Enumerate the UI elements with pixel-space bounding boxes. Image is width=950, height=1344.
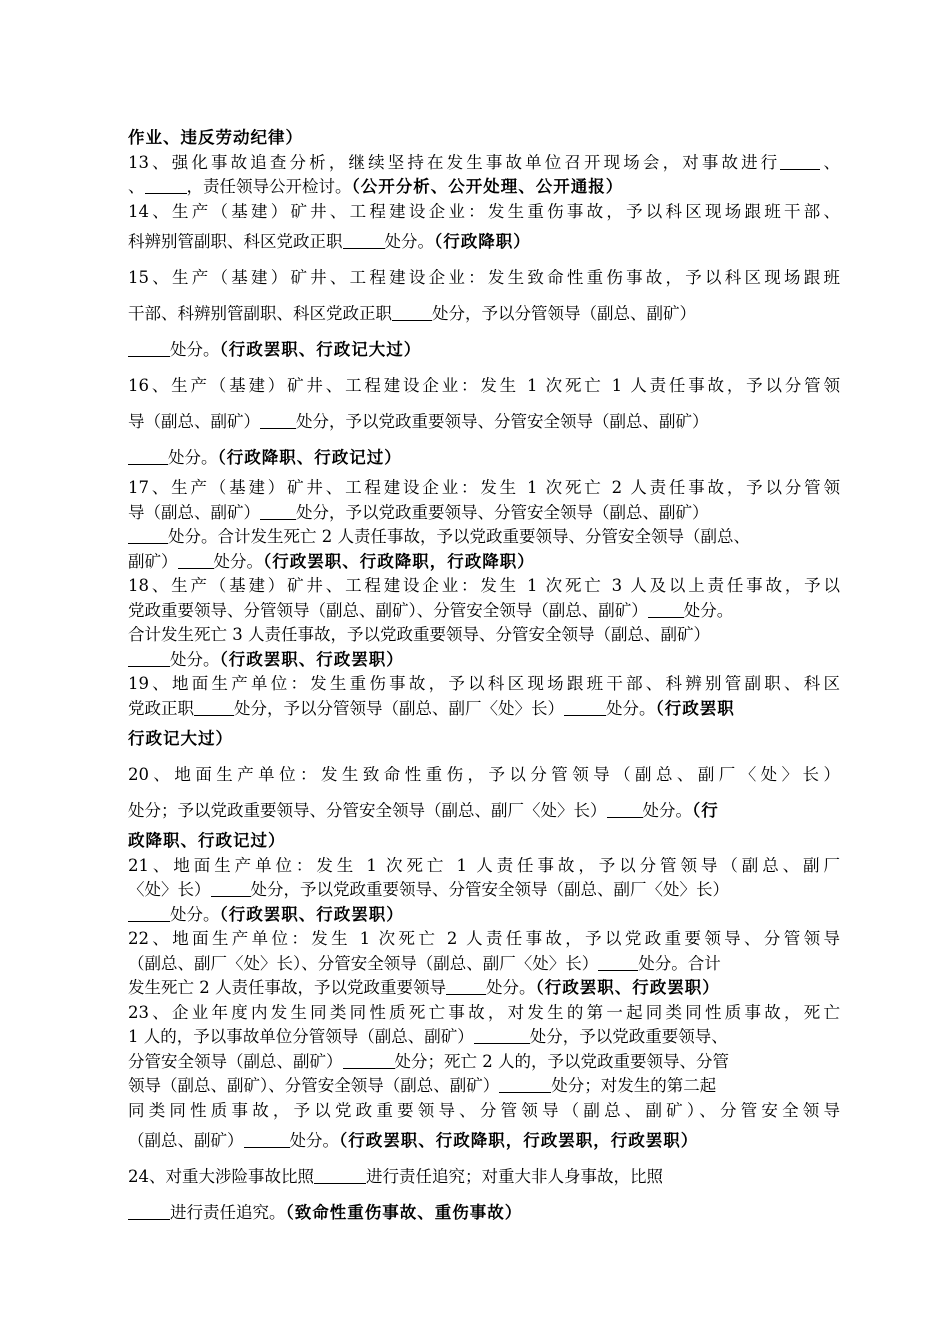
text-segment: 1 人的，予以事故单位分管领导（副总、副矿） bbox=[128, 1027, 474, 1046]
text-segment: 处分。 bbox=[384, 232, 434, 251]
text-line bbox=[128, 878, 840, 903]
answer-text: 政降职、行政记过） bbox=[128, 831, 286, 850]
text-segment: 处分，予以党政重要领导、 bbox=[529, 1027, 728, 1046]
text-line bbox=[128, 1099, 840, 1124]
answer-blank[interactable] bbox=[128, 527, 168, 544]
question-14 bbox=[128, 200, 840, 225]
text-line bbox=[128, 1025, 840, 1050]
answer-blank[interactable] bbox=[343, 232, 385, 249]
text-line bbox=[128, 793, 840, 829]
text-segment: 领导（副总、副矿）、分管安全领导（副总、副矿） bbox=[128, 1076, 500, 1095]
text-line bbox=[128, 1123, 840, 1159]
text-segment: 处分。 bbox=[683, 600, 734, 620]
text-segment: 23、企业年度内发生同类同性质死亡事故，对发生的第一起同类同性质事故，死亡 bbox=[128, 1002, 840, 1022]
answer-blank[interactable] bbox=[564, 699, 606, 716]
question-16 bbox=[128, 368, 840, 404]
text-segment: 同类同性质事故，予以党政重要领导、分管领导（副总、副矿）、分管安全领导 bbox=[128, 1100, 840, 1120]
question-20 bbox=[128, 757, 840, 793]
text-line bbox=[128, 952, 840, 977]
answer-blank[interactable] bbox=[128, 448, 168, 465]
answer-blank[interactable] bbox=[128, 1203, 170, 1220]
answer-text: （行政降职、行政记过） bbox=[217, 448, 402, 467]
answer-text: （行政罢职、行政罢职） bbox=[219, 649, 404, 669]
text-segment: 处分。 bbox=[486, 978, 536, 997]
text-segment: 14、生产（基建）矿井、工程建设企业：发生重伤事故，予以科区现场跟班干部、 bbox=[128, 201, 840, 221]
text-line bbox=[128, 296, 840, 332]
answer-text: （公开分析、公开处理、公开通报） bbox=[351, 177, 624, 196]
text-segment: 处分，予以党政重要领导、分管安全领导（副总、副矿） bbox=[296, 502, 709, 522]
answer-blank[interactable] bbox=[178, 552, 214, 569]
text-line bbox=[128, 404, 840, 440]
text-segment: 24、对重大涉险事故比照 bbox=[128, 1167, 314, 1186]
text-segment: 处分。 bbox=[168, 448, 218, 467]
text-segment: 22、地面生产单位：发生 1 次死亡 2 人责任事故，予以党政重要领导、分管领导 bbox=[128, 929, 840, 948]
answer-text: 行政记大过） bbox=[128, 729, 233, 748]
text-line bbox=[128, 550, 840, 575]
answer-text: （行政罢职、行政记大过） bbox=[219, 340, 422, 359]
text-segment: 党政重要领导、分管领导（副总、副矿）、分管安全领导（副总、副矿） bbox=[128, 600, 648, 620]
question-19 bbox=[128, 672, 840, 697]
answer-blank[interactable] bbox=[128, 650, 170, 667]
text-segment: 17、生产（基建）矿井、工程建设企业：发生 1 次死亡 2 人责任事故，予以分管领 bbox=[128, 478, 840, 497]
text-segment: 、 bbox=[128, 177, 145, 196]
answer-text: （行政罢职 bbox=[655, 698, 735, 718]
text-line bbox=[128, 623, 840, 648]
text-segment: 21、地面生产单位：发生 1 次死亡 1 人责任事故，予以分管领导（副总、副厂 bbox=[128, 855, 840, 875]
question-24 bbox=[128, 1159, 840, 1195]
text-line bbox=[128, 224, 840, 260]
text-segment: 处分，予以分管领导（副总、副矿） bbox=[432, 304, 696, 323]
text-line bbox=[128, 1074, 840, 1099]
answer-blank[interactable] bbox=[598, 954, 638, 971]
text-segment: 处分，予以分管领导（副总、副厂〈处〉长） bbox=[234, 698, 564, 718]
text-segment: 导（副总、副矿） bbox=[128, 502, 260, 522]
answer-blank[interactable] bbox=[128, 340, 170, 357]
text-line bbox=[128, 697, 840, 722]
answer-blank[interactable] bbox=[780, 153, 820, 170]
answer-blank[interactable] bbox=[244, 1131, 290, 1148]
question-17 bbox=[128, 476, 840, 501]
text-segment: 导（副总、副矿） bbox=[128, 412, 260, 431]
answer-blank[interactable] bbox=[499, 1076, 551, 1093]
text-line bbox=[128, 648, 840, 673]
answer-text: （行政降职） bbox=[434, 232, 531, 251]
answer-blank[interactable] bbox=[194, 699, 234, 716]
text-segment: 19、地面生产单位：发生重伤事故，予以科区现场跟班干部、科辨别管副职、科区 bbox=[128, 674, 840, 693]
text-segment: 合计发生死亡 3 人责任事故，予以党政重要领导、分管安全领导（副总、副矿） bbox=[128, 625, 710, 644]
question-15 bbox=[128, 260, 840, 296]
text-segment: 处分；死亡 2 人的，予以党政重要领导、分管 bbox=[394, 1051, 729, 1071]
text-segment: 处分。 bbox=[289, 1131, 339, 1150]
text-segment: 20、地面生产单位：发生致命性重伤，予以分管领导（副总、副厂〈处〉长） bbox=[128, 765, 840, 784]
answer-blank[interactable] bbox=[392, 304, 432, 321]
answer-blank[interactable] bbox=[314, 1167, 366, 1184]
text-segment: 13、强化事故追查分析，继续坚持在发生事故单位召开现场会，对事故进行 bbox=[128, 152, 781, 172]
text-segment: 科辨别管副职、科区党政正职 bbox=[128, 232, 343, 251]
text-segment: 分管安全领导（副总、副矿） bbox=[128, 1051, 343, 1071]
document-page bbox=[128, 126, 840, 1231]
answer-blank[interactable] bbox=[128, 905, 170, 922]
question-13 bbox=[128, 151, 840, 176]
answer-text: （行政罢职、行政降职，行政罢职，行政罢职） bbox=[339, 1131, 699, 1150]
answer-blank[interactable] bbox=[343, 1052, 395, 1069]
text-segment: ，责任领导公开检讨。 bbox=[186, 177, 352, 196]
text-line bbox=[128, 126, 840, 151]
text-segment: 处分；予以党政重要领导、分管安全领导（副总、副厂〈处〉长） bbox=[128, 801, 607, 820]
question-23 bbox=[128, 1001, 840, 1026]
text-segment: 处分。 bbox=[170, 904, 220, 924]
text-segment: （副总、副矿） bbox=[128, 1131, 244, 1150]
answer-blank[interactable] bbox=[474, 1027, 530, 1044]
text-segment: 进行责任追究。 bbox=[170, 1203, 286, 1222]
text-segment: 处分。 bbox=[170, 340, 220, 359]
text-segment: 、 bbox=[820, 152, 841, 172]
text-line bbox=[128, 599, 840, 624]
text-line bbox=[128, 1050, 840, 1075]
text-line bbox=[128, 501, 840, 526]
text-segment: 干部、科辨别管副职、科区党政正职 bbox=[128, 304, 392, 323]
text-line bbox=[128, 525, 840, 550]
answer-blank[interactable] bbox=[607, 801, 643, 818]
text-segment: 党政正职 bbox=[128, 698, 194, 718]
answer-text: （致命性重伤事故、重伤事故） bbox=[285, 1203, 523, 1222]
text-segment: 18、生产（基建）矿井、工程建设企业：发生 1 次死亡 3 人及以上责任事故，予以 bbox=[128, 576, 840, 595]
question-21 bbox=[128, 854, 840, 879]
answer-text: 作业、违反劳动纪律） bbox=[128, 128, 303, 147]
text-line bbox=[128, 440, 840, 476]
text-segment: 处分。合计发生死亡 2 人责任事故，予以党政重要领导、分管安全领导（副总、 bbox=[168, 527, 750, 546]
text-segment: 处分。 bbox=[606, 698, 656, 718]
text-line bbox=[128, 721, 840, 757]
text-line bbox=[128, 903, 840, 928]
text-segment: 处分。 bbox=[170, 649, 220, 669]
answer-text: （行 bbox=[692, 801, 719, 820]
text-segment: 16、生产（基建）矿井、工程建设企业：发生 1 次死亡 1 人责任事故，予以分管领 bbox=[128, 376, 840, 395]
text-segment: 处分。合计 bbox=[638, 953, 721, 973]
answer-blank[interactable] bbox=[260, 503, 296, 520]
question-22 bbox=[128, 927, 840, 952]
question-18 bbox=[128, 574, 840, 599]
answer-text: （行政罢职、行政罢职） bbox=[535, 978, 720, 997]
text-segment: 处分，予以党政重要领导、分管安全领导（副总、副厂〈处〉长） bbox=[250, 880, 729, 899]
text-segment: 15、生产（基建）矿井、工程建设企业：发生致命性重伤事故，予以科区现场跟班 bbox=[128, 268, 840, 287]
text-line bbox=[128, 829, 840, 854]
answer-blank[interactable] bbox=[260, 412, 296, 429]
text-segment: 处分；对发生的第二起 bbox=[551, 1076, 717, 1095]
text-segment: 发生死亡 2 人责任事故，予以党政重要领导 bbox=[128, 978, 446, 997]
text-segment: 处分。 bbox=[642, 801, 692, 820]
text-segment: 处分。 bbox=[213, 551, 263, 571]
text-segment: 副矿） bbox=[128, 551, 178, 571]
text-segment: 〈处〉长） bbox=[128, 880, 211, 899]
answer-blank[interactable] bbox=[648, 601, 684, 618]
answer-text: （行政罢职、行政罢职） bbox=[219, 904, 404, 924]
text-line bbox=[128, 175, 840, 200]
text-segment: 处分，予以党政重要领导、分管安全领导（副总、副矿） bbox=[296, 412, 709, 431]
text-line bbox=[128, 976, 840, 1001]
text-segment: （副总、副厂〈处〉长）、分管安全领导（副总、副厂〈处〉长） bbox=[128, 953, 599, 973]
text-segment: 进行责任追究；对重大非人身事故，比照 bbox=[366, 1167, 663, 1186]
text-line bbox=[128, 1195, 840, 1231]
answer-blank[interactable] bbox=[446, 978, 486, 995]
text-line bbox=[128, 332, 840, 368]
answer-blank[interactable] bbox=[211, 880, 251, 897]
answer-text: （行政罢职、行政降职，行政降职） bbox=[263, 551, 535, 571]
answer-blank[interactable] bbox=[145, 177, 187, 194]
